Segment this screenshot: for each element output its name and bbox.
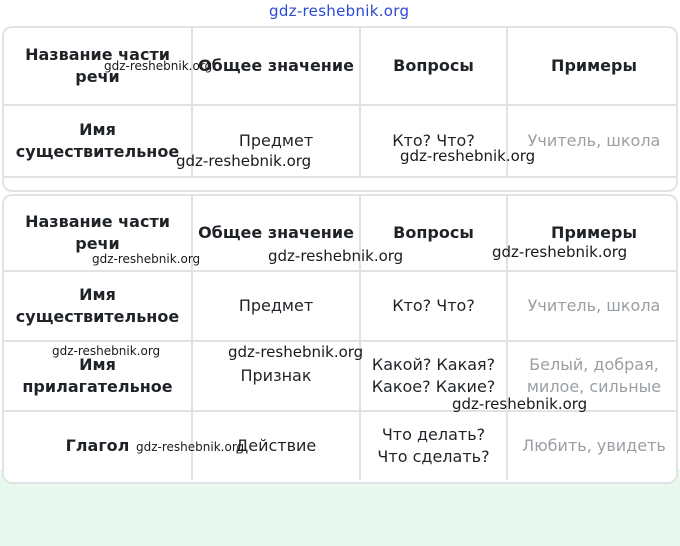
cell-examples: Учитель, школа [507, 271, 678, 341]
header-cell-meaning: Общее значение [192, 28, 360, 105]
header-cell-part: Название части речи [4, 196, 192, 271]
cell-meaning: Признак [192, 341, 360, 411]
cell-meaning: Предмет [192, 271, 360, 341]
header-cell-questions: Вопросы [360, 28, 507, 105]
cell-part-name: Имя существительное [4, 105, 192, 177]
header-cell-examples: Примеры [507, 28, 678, 105]
parts-of-speech-table-top [4, 28, 678, 178]
watermark: gdz-reshebnik.org [452, 395, 588, 413]
table-row-partial [4, 177, 678, 178]
watermark: gdz-reshebnik.org [492, 243, 628, 261]
cell-meaning: Предмет [192, 105, 360, 177]
header-cell-questions: Вопросы [360, 196, 507, 271]
watermark: gdz-reshebnik.org [136, 440, 245, 454]
watermark: gdz-reshebnik.org [228, 343, 364, 361]
parts-of-speech-table [4, 196, 678, 480]
watermark: gdz-reshebnik.org [52, 344, 161, 358]
cell-examples: Любить, увидеть [522, 436, 666, 455]
table-panel-top [2, 26, 678, 192]
table-row-noun [4, 271, 678, 341]
cell-part-name: Глагол [4, 411, 192, 480]
cell-meaning: Действие [192, 411, 360, 480]
cell-part-name: Имя прилагательное [4, 341, 192, 411]
header-cell-part: Название части речи [4, 28, 192, 105]
cell-questions: Какой? Какая? Какое? Какие? [360, 341, 507, 411]
cell-part-name: Имя существительное [4, 271, 192, 341]
site-watermark-top: gdz-reshebnik.org [269, 2, 410, 20]
watermark: gdz-reshebnik.org [92, 252, 201, 266]
watermark: gdz-reshebnik.org [268, 247, 404, 265]
cell-questions: Кто? Что? [360, 105, 507, 177]
cell-questions: Что делать? Что сделать? [360, 411, 507, 480]
header-cell-meaning: Общее значение [192, 196, 360, 271]
watermark: gdz-reshebnik.org [400, 147, 536, 165]
cell-examples: Белый, добрая, милое, сильные [507, 341, 678, 411]
watermark: gdz-reshebnik.org [104, 59, 213, 73]
table-panel-main [2, 194, 678, 484]
table-row-verb [4, 411, 678, 480]
table-row [4, 105, 678, 177]
cell-examples: Учитель, школа [507, 105, 678, 177]
cell-questions: Кто? Что? [360, 271, 507, 341]
watermark: gdz-reshebnik.org [176, 152, 312, 170]
header-cell-examples: Примеры [507, 196, 678, 271]
